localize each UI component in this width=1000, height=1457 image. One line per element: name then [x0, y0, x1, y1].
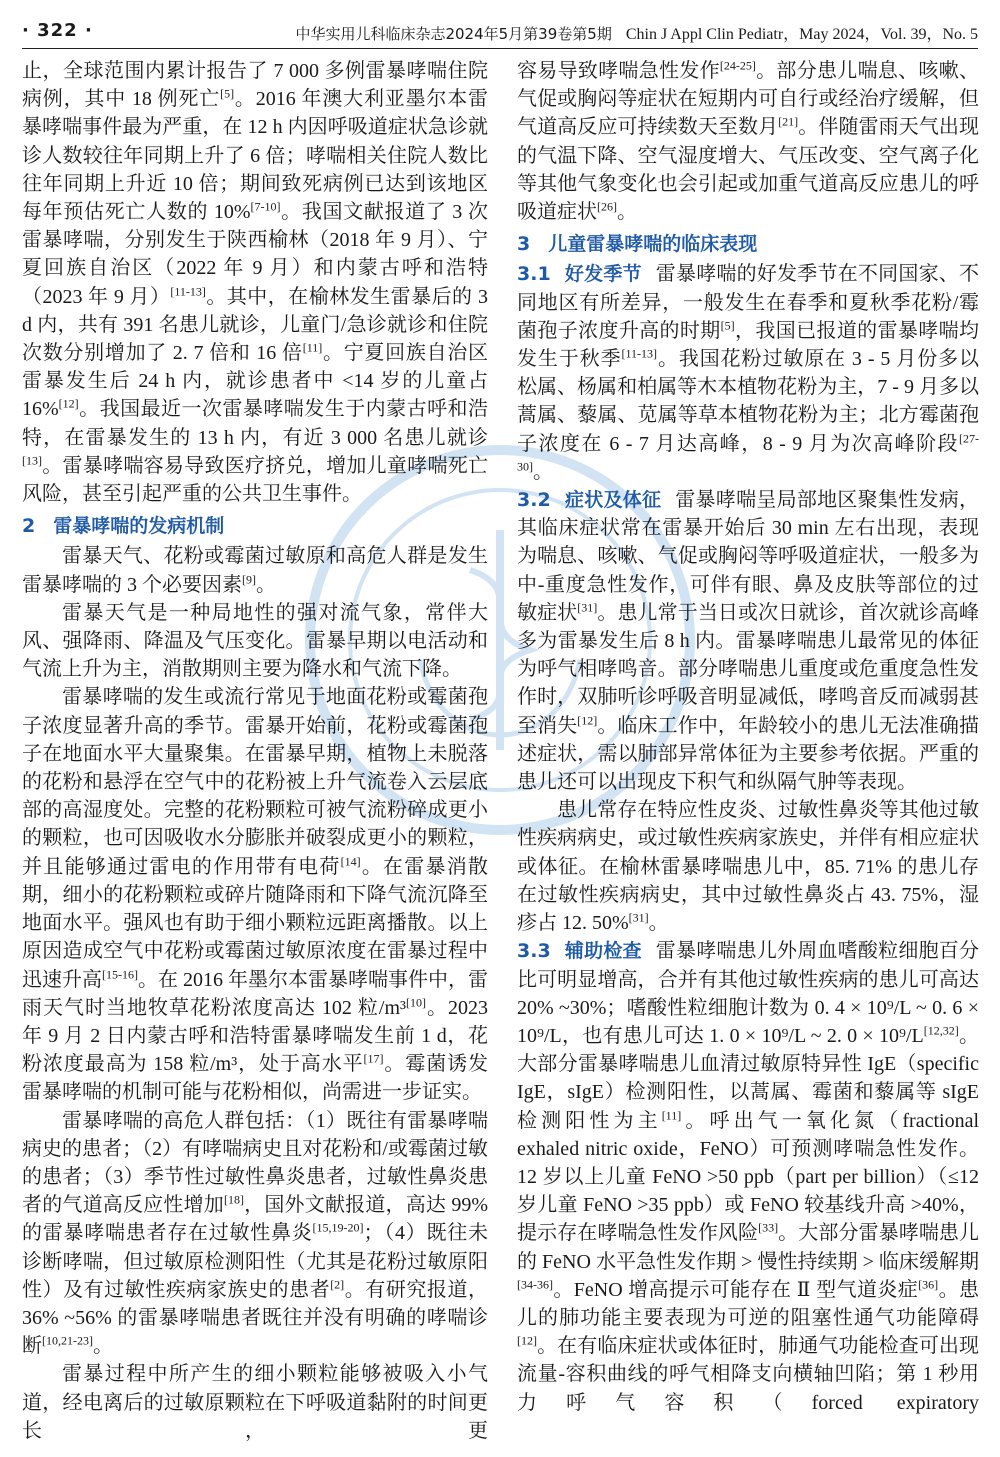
text-run: 。FeNO 增高提示可能存在 Ⅱ 型气道炎症: [553, 1278, 919, 1301]
citation-ref: [15-16]: [102, 966, 138, 981]
subsection-title: 辅助检查: [564, 940, 642, 963]
citation-ref: [7-10]: [250, 199, 281, 214]
text-run: 。在 2016 年墨尔本雷暴哮喘事件中，雷雨天气时当地牧草花粉浓度高达 102 粒/m³: [22, 968, 488, 1019]
text-run: 。临床工作中，年龄较小的患儿无法准确描述症状，需以肺部异常体征为主要参考依据。严重的患儿还可以出现皮下积气和纵隔气肿等表现。: [517, 714, 980, 794]
text-run: 雷暴过程中所产生的细小颗粒能够被吸入小气道，经电离后的过敏原颗粒在下呼吸道黏附的时间更长，更: [22, 1363, 488, 1442]
citation-ref: [21]: [778, 114, 799, 129]
text-run: 。2023 年 9 月 2 日内蒙古呼和浩特雷暴哮喘发生前 1 d，花粉浓度最高为 158 粒/m³，处于高水平: [22, 996, 489, 1076]
text-run: 。患儿常于当日或次日就诊，首次就诊高峰多为雷暴发生后 8 h 内。雷暴哮喘患儿最常见的体征为呼气相哮鸣音。部分哮喘患儿重度或危重度急性发作时，双肺听诊呼吸音明显减低，哮鸣音反而减弱甚至消失: [517, 601, 980, 737]
paragraph: [22, 1107, 488, 1361]
text-run: 。宁夏回族自治区雷暴发生后 24 h 内，就诊患者中 <14 岁的儿童占 16%: [22, 342, 489, 421]
text-run: 。我国文献报道了 3 次雷暴哮喘，分别发生于陕西榆林（2018 年 9 月）、宁夏回族自治区（2022 年 9 月）和内蒙古呼和浩特（2023 年 9 月）: [22, 201, 488, 308]
text-run: 雷暴哮喘的发生或流行常见于地面花粉或霉菌孢子浓度显著升高的季节。雷暴开始前，花粉或霉菌孢子在地面水平大量聚集。在雷暴早期，植物上未脱落的花粉和悬浮在空气中的花粉被上升气流卷入云层底部的高湿度处。完整的花粉颗粒可被气流粉碎成更小的颗粒，也可因吸收水分膨胀并破裂成更小的颗粒，并且能够通过雷电的作用带有电荷: [22, 686, 488, 878]
text-run: ，我国已报道的雷暴哮喘均发生于秋季: [517, 319, 980, 371]
citation-ref: [33]: [758, 1220, 779, 1235]
text-run: ；（4）既往未诊断哮喘，但过敏原检测阳性（尤其是花粉过敏原阳性）及有过敏性疾病家族史的患者: [22, 1222, 488, 1301]
text-run: 。在雷暴消散期，细小的花粉颗粒或碎片随降雨和下降气流沉降至地面水平。强风也有助于细小颗粒远距离播散。以上原因造成空气中花粉或霉菌过敏原浓度在雷暴过程中迅速升高: [22, 855, 489, 991]
citation-ref: [14]: [340, 854, 361, 869]
citation-ref: [31]: [628, 910, 649, 925]
citation-ref: [27-30]: [517, 430, 979, 474]
subsection-title: 好发季节: [564, 263, 642, 286]
text-run: 雷暴哮喘的好发季节在不同国家、不同地区有所差异，一般发生在春季和夏秋季花粉/霉菌孢子浓度升高的时期: [517, 263, 979, 342]
subsection-number: 3.2: [517, 489, 551, 512]
text-run: 。在有临床症状或体征时，肺通气功能检查可出现流量-容积曲线的呼气相降支向横轴凹陷；第 1 秒用力呼气容积（forced expiratory: [517, 1335, 979, 1414]
text-run: 。呼出气一氧化氮（fractional exhaled nitric oxide，FeNO）可预测哮喘急性发作。12 岁以上儿童 FeNO >50 ppb（part per billion）（≤12 岁儿童 FeNO >35 ppb）或 FeNO 较基线升高 >40%，提示存在哮喘急性发作风险: [517, 1109, 979, 1245]
text-run: 雷暴哮喘呈局部地区聚集性发病，其临床症状常在雷暴开始后 30 min 左右出现，表现为喘息、咳嗽、气促或胸闷等呼吸道症状，一般多为中-重度急性发作，可伴有眼、鼻及皮肤等部位的过敏症状: [517, 489, 979, 624]
text-run: 。2016 年澳大利亚墨尔本雷暴哮喘事件最为严重，在 12 h 内因呼吸道症状急诊就诊人数较往年同期上升了 6 倍；哮喘相关住院人数比往年同期上升近 10 倍；期间致死病例已达到该地区每年预估死亡人数的 10%: [22, 88, 489, 224]
subsection-number: 3.3: [517, 940, 551, 963]
text-run: 。: [93, 1335, 113, 1358]
citation-ref: [5]: [220, 86, 235, 101]
section-number: 2: [22, 515, 36, 538]
text-run: 。我国花粉过敏原在 3 - 5 月份多以松属、杨属和柏属等木本植物花粉为主，7 - 9 月多以蒿属、藜属、苋属等草本植物花粉为主；北方霉菌孢子浓度在 6 - 7 月达高峰，8 - 9 月为次高峰阶段: [517, 348, 979, 455]
text-run: 。大部分雷暴哮喘患儿的 FeNO 水平急性发作期 > 慢性持续期 > 临床缓解期: [517, 1222, 980, 1273]
subsection-number: 3.1: [517, 263, 551, 286]
paragraph: [517, 260, 979, 486]
section-title: 雷暴哮喘的发病机制: [53, 515, 225, 538]
paragraph: [22, 683, 488, 1106]
text-run: 。其中，在榆林发生雷暴后的 3 d 内，共有 391 名患儿就诊，儿童门/急诊就诊和住院次数分别增加了 2. 7 倍和 16 倍: [22, 285, 489, 365]
text-run: 雷暴哮喘患儿外周血嗜酸粒细胞百分比可明显增高，合并有其他过敏性疾病的患儿可高达 20% ~30%；嗜酸性粒细胞计数为 0. 4 × 10⁹/L ~ 0. 6 × 10⁹/L，也有患儿可达 1. 0 × 10⁹/L ~ 2. 0 × 10⁹/L: [517, 940, 979, 1047]
paragraph: [517, 486, 979, 796]
citation-ref: [11]: [661, 1107, 682, 1122]
text-run: 雷暴天气是一种局地性的强对流气象，常伴大风、强降雨、降温及气压变化。雷暴早期以电活动和气流上升为主，消散期则主要为降水和气流下降。: [22, 601, 488, 681]
text-run: 。有研究报道，36% ~56% 的雷暴哮喘患者既往并没有明确的哮喘诊断: [22, 1278, 489, 1358]
paragraph: [517, 796, 979, 937]
citation-ref: [34-36]: [517, 1277, 553, 1292]
text-run: 。我国最近一次雷暴哮喘发生于内蒙古呼和浩特，在雷暴发生的 13 h 内，有近 3 000 名患儿就诊: [22, 398, 488, 449]
paragraph: [517, 57, 979, 226]
citation-ref: [12]: [58, 396, 79, 411]
paragraph: [517, 937, 979, 1416]
text-run: 止，全球范围内累计报告了 7 000 多例雷暴哮喘住院病例，其中 18 例死亡: [22, 60, 488, 111]
page-number: · 322 ·: [22, 20, 93, 41]
paragraph: [22, 542, 488, 598]
citation-ref: [11]: [302, 340, 323, 355]
citation-ref: [31]: [577, 600, 598, 615]
citation-ref: [24-25]: [719, 58, 756, 73]
text-run: 。雷暴哮喘容易导致医疗挤兑，增加儿童哮喘死亡风险，甚至引起严重的公共卫生事件。: [22, 454, 488, 506]
text-run: 。: [617, 201, 637, 224]
paragraph: [22, 1360, 488, 1445]
citation-ref: [2]: [330, 1277, 345, 1292]
paragraph: [22, 599, 488, 684]
text-run: 雷暴哮喘的高危人群包括：（1）既往有雷暴哮喘病史的患者；（2）有哮喘病史且对花粉和/或霉菌过敏的患者；（3）季节性过敏性鼻炎患者，过敏性鼻炎患者的气道高反应性增加: [22, 1109, 488, 1217]
text-run: 。伴随雷雨天气出现的气温下降、空气湿度增大、气压改变、空气离子化等其他气象变化也会引起或加重气道高反应患儿的呼吸道症状: [517, 116, 980, 224]
section-title: 儿童雷暴哮喘的临床表现: [548, 233, 758, 256]
text-run: 患儿常存在特应性皮炎、过敏性鼻炎等其他过敏性疾病病史，或过敏性疾病家族史，并伴有相应症状或体征。在榆林雷暴哮喘患儿中，85. 71% 的患儿存在过敏性疾病病史，其中过敏性鼻炎占 43. 75%，湿疹占 12. 50%: [517, 799, 979, 935]
left-column: [22, 57, 488, 1445]
text-run: 。大部分雷暴哮喘患儿血清过敏原特异性 IgE（specific IgE，sIgE）检测阳性，以蒿属、霉菌和藜属等 sIgE 检测阳性为主: [517, 1024, 980, 1132]
subsection-heading: [517, 940, 642, 962]
citation-ref: [36]: [918, 1277, 939, 1292]
citation-ref: [12]: [577, 713, 598, 728]
citation-ref: [11-13]: [170, 283, 206, 298]
citation-ref: [10,21-23]: [42, 1333, 93, 1348]
citation-ref: [10]: [406, 995, 427, 1010]
citation-ref: [9]: [242, 572, 256, 586]
section-heading: [517, 230, 979, 258]
text-run: 容易导致哮喘急性发作: [517, 60, 720, 82]
subsection-title: 症状及体征: [564, 489, 662, 512]
section-heading: [22, 512, 488, 540]
subsection-heading: [517, 263, 642, 285]
citation-ref: [12]: [517, 1333, 537, 1348]
citation-ref: [15,19-20]: [312, 1220, 364, 1235]
right-column: [517, 57, 979, 1417]
citation-ref: [11-13]: [621, 346, 658, 361]
subsection-heading: [517, 489, 661, 511]
journal-citation: [295, 21, 978, 44]
running-header: [22, 16, 978, 49]
text-run: 。: [648, 912, 669, 935]
paragraph: [22, 57, 488, 508]
citation-ref: [17]: [363, 1051, 384, 1066]
citation-ref: [12,32]: [923, 1023, 959, 1038]
text-run: 雷暴天气、花粉或霉菌过敏原和高危人群是发生雷暴哮喘的 3 个必要因素: [22, 545, 488, 596]
text-run: ，国外文献报道，高达 99% 的雷暴哮喘患者存在过敏性鼻炎: [22, 1194, 488, 1245]
citation-ref: [26]: [597, 199, 617, 214]
section-number: 3: [517, 233, 531, 256]
text-run: 。部分患儿喘息、咳嗽、气促或胸闷等症状在短期内可自行或经治疗缓解，但气道高反应可持续数天至数月: [517, 60, 980, 139]
text-run: 。霉菌诱发雷暴哮喘的机制可能与花粉相似，尚需进一步证实。: [22, 1053, 489, 1104]
text-run: 。: [256, 573, 276, 596]
citation-ref: [5]: [720, 318, 735, 333]
journal-title-cn: 中华实用儿科临床杂志2024年5月第39卷第5期: [295, 25, 612, 43]
text-run: 。: [533, 460, 553, 483]
journal-title-en: Chin J Appl Clin Pediatr，May 2024，Vol. 39，No. 5: [625, 26, 978, 43]
citation-ref: [13]: [22, 453, 42, 468]
citation-ref: [18]: [223, 1192, 244, 1207]
text-run: 。患儿的肺功能主要表现为可逆的阻塞性通气功能障碍: [517, 1278, 979, 1329]
